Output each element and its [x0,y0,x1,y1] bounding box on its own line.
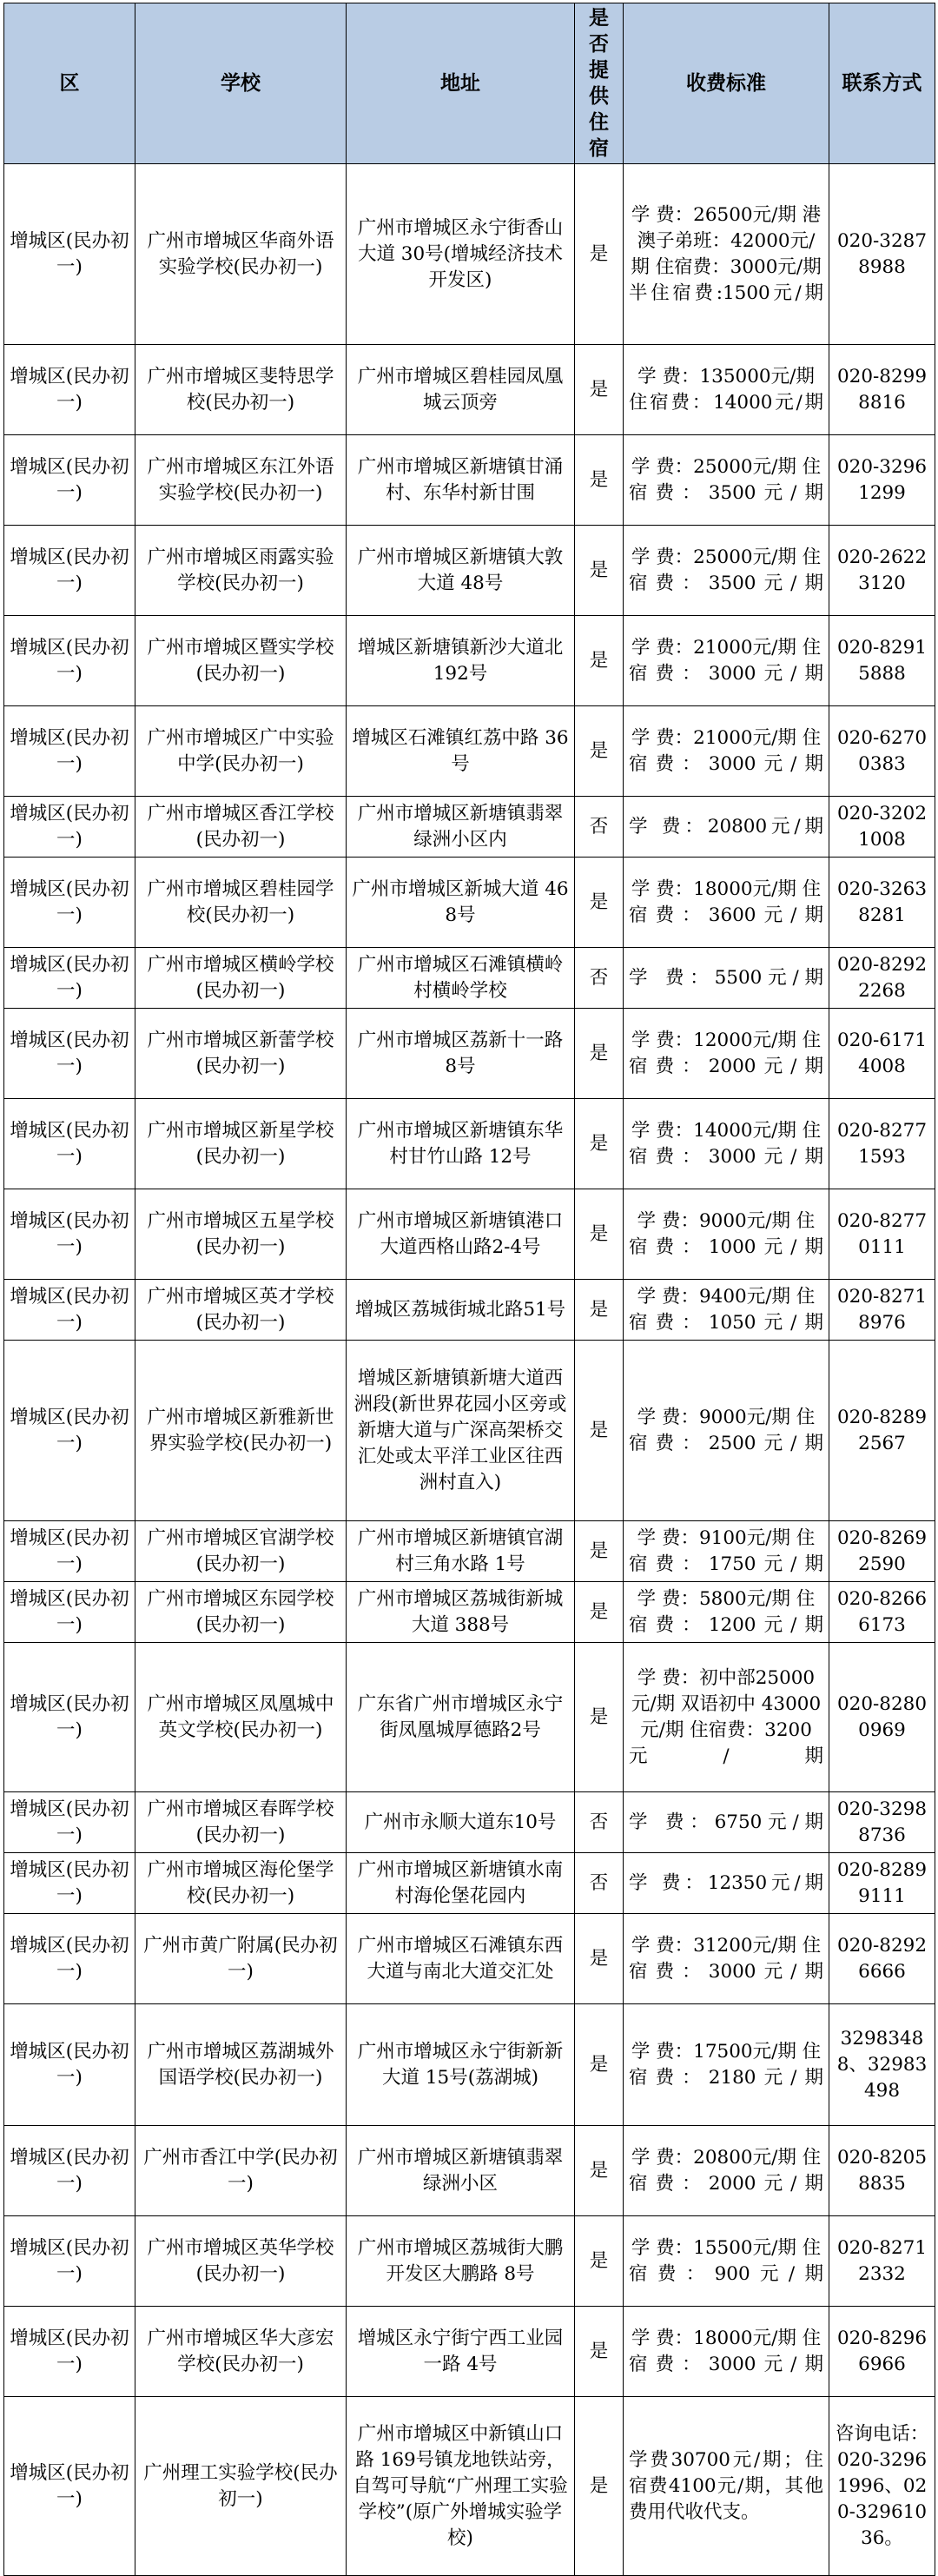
cell-district: 增城区(民办初一) [4,2397,135,2576]
cell-contact: 020-26223120 [829,526,935,616]
cell-boarding: 是 [575,2397,624,2576]
table-row [4,164,935,345]
cell-address: 增城区荔城街城北路51号 [347,1280,575,1341]
cell-boarding: 否 [575,1792,624,1853]
cell-fee: 学 费：135000元/期 住宿费：14000元/期 [624,345,829,435]
table-row [4,2126,935,2216]
cell-district: 增城区(民办初一) [4,1521,135,1582]
cell-contact: 020-32878988 [829,164,935,345]
cell-school: 广州市增城区新蕾学校(民办初一) [135,1009,347,1099]
table-row [4,2004,935,2126]
table-row [4,2397,935,2576]
cell-school: 广州市增城区香江学校(民办初一) [135,797,347,858]
cell-contact: 020-82058835 [829,2126,935,2216]
cell-address: 增城区永宁街宁西工业园一路 4号 [347,2307,575,2397]
cell-contact: 020-32021008 [829,797,935,858]
cell-fee: 学 费：初中部25000元/期 双语初中 43000元/期 住宿费：3200元/期 [624,1643,829,1792]
cell-fee: 学费30700元/期；住宿费4100元/期，其他费用代收代支。 [624,2397,829,2576]
table-row [4,1189,935,1280]
cell-district: 增城区(民办初一) [4,435,135,526]
cell-school: 广州市增城区五星学校(民办初一) [135,1189,347,1280]
table-row [4,435,935,526]
cell-district: 增城区(民办初一) [4,2216,135,2307]
cell-school: 广州市增城区海伦堡学校(民办初一) [135,1853,347,1914]
cell-school: 广州市增城区凤凰城中英文学校(民办初一) [135,1643,347,1792]
cell-contact: 020-82692590 [829,1521,935,1582]
cell-district: 增城区(民办初一) [4,1853,135,1914]
cell-district: 增城区(民办初一) [4,1914,135,2004]
cell-district: 增城区(民办初一) [4,2004,135,2126]
cell-school: 广州市增城区春晖学校(民办初一) [135,1792,347,1853]
cell-fee: 学 费：9100元/期 住宿费：1750元/期 [624,1521,829,1582]
cell-school: 广州市增城区新星学校(民办初一) [135,1099,347,1189]
cell-district: 增城区(民办初一) [4,1341,135,1521]
cell-school: 广州市增城区华大彦宏学校(民办初一) [135,2307,347,2397]
cell-fee: 学 费：18000元/期 住宿费：3600元/期 [624,858,829,948]
table-row [4,858,935,948]
cell-district: 增城区(民办初一) [4,1643,135,1792]
cell-school: 广州市增城区碧桂园学校(民办初一) [135,858,347,948]
cell-address: 广州市增城区新塘镇港口大道西格山路2-4号 [347,1189,575,1280]
table-row [4,1643,935,1792]
cell-boarding: 是 [575,858,624,948]
cell-fee: 学 费：12000元/期 住宿费：2000元/期 [624,1009,829,1099]
table-row [4,1582,935,1643]
cell-boarding: 是 [575,1341,624,1521]
cell-fee: 学 费：9000元/期 住宿费：2500元/期 [624,1341,829,1521]
table-row [4,345,935,435]
cell-address: 增城区新塘镇新沙大道北 192号 [347,616,575,706]
cell-boarding: 是 [575,706,624,797]
cell-fee: 学 费：18000元/期 住宿费：3000元/期 [624,2307,829,2397]
cell-school: 广州市增城区东园学校(民办初一) [135,1582,347,1643]
cell-boarding: 否 [575,797,624,858]
cell-contact: 020-82899111 [829,1853,935,1914]
cell-address: 增城区新塘镇新塘大道西洲段(新世界花园小区旁或新塘大道与广深高架桥交汇处或太平洋工业区往西洲村直入) [347,1341,575,1521]
cell-school: 广州市增城区官湖学校(民办初一) [135,1521,347,1582]
cell-district: 增城区(民办初一) [4,1099,135,1189]
table-row [4,1280,935,1341]
cell-district: 增城区(民办初一) [4,164,135,345]
table-body [4,164,935,2576]
cell-district: 增城区(民办初一) [4,1582,135,1643]
table-row [4,1099,935,1189]
cell-district: 增城区(民办初一) [4,797,135,858]
cell-boarding: 是 [575,1099,624,1189]
cell-contact: 020-61714008 [829,1009,935,1099]
cell-boarding: 是 [575,164,624,345]
cell-address: 广州市增城区碧桂园凤凰城云顶旁 [347,345,575,435]
table-row [4,1009,935,1099]
cell-address: 广州市增城区新塘镇甘涌村、东华村新甘围 [347,435,575,526]
cell-fee: 学 费：5800元/期 住宿费：1200元/期 [624,1582,829,1643]
cell-district: 增城区(民办初一) [4,948,135,1009]
table-row [4,1792,935,1853]
cell-school: 广州市增城区英华学校(民办初一) [135,2216,347,2307]
cell-contact: 020-82718976 [829,1280,935,1341]
cell-contact: 020-82922268 [829,948,935,1009]
cell-boarding: 是 [575,2126,624,2216]
header-address: 地址 [347,3,575,164]
cell-school: 广州市增城区东江外语实验学校(民办初一) [135,435,347,526]
cell-district: 增城区(民办初一) [4,1792,135,1853]
cell-school: 广州市增城区雨露实验学校(民办初一) [135,526,347,616]
cell-fee: 学 费：15500元/期 住宿费：900元/期 [624,2216,829,2307]
table-row [4,1914,935,2004]
cell-school: 广州市增城区荔湖城外国语学校(民办初一) [135,2004,347,2126]
cell-fee: 学 费：9400元/期 住宿费：1050元/期 [624,1280,829,1341]
cell-school: 广州理工实验学校(民办初一) [135,2397,347,2576]
cell-contact: 020-82771593 [829,1099,935,1189]
cell-contact: 020-82915888 [829,616,935,706]
cell-district: 增城区(民办初一) [4,2307,135,2397]
table-row [4,526,935,616]
cell-address: 广州市增城区新塘镇翡翠绿洲小区 [347,2126,575,2216]
header-fee: 收费标准 [624,3,829,164]
cell-fee: 学 费：25000元/期 住宿费：3500元/期 [624,526,829,616]
cell-fee: 学 费：21000元/期 住宿费：3000元/期 [624,616,829,706]
cell-district: 增城区(民办初一) [4,616,135,706]
cell-boarding: 是 [575,435,624,526]
cell-contact: 020-32988736 [829,1792,935,1853]
cell-boarding: 是 [575,2216,624,2307]
cell-fee: 学 费：6750元/期 [624,1792,829,1853]
cell-boarding: 是 [575,345,624,435]
cell-contact: 020-82998816 [829,345,935,435]
cell-address: 增城区石滩镇红荔中路 36号 [347,706,575,797]
cell-fee: 学 费：25000元/期 住宿费：3500元/期 [624,435,829,526]
cell-boarding: 是 [575,1582,624,1643]
cell-address: 广州市增城区新塘镇水南村海伦堡花园内 [347,1853,575,1914]
cell-contact: 020-82770111 [829,1189,935,1280]
cell-address: 广州市增城区荔城街大鹏开发区大鹏路 8号 [347,2216,575,2307]
cell-contact: 咨询电话：020-32961996、020-32961036。 [829,2397,935,2576]
cell-contact: 020-62700383 [829,706,935,797]
cell-address: 广州市增城区新塘镇东华村甘竹山路 12号 [347,1099,575,1189]
cell-school: 广州市增城区英才学校(民办初一) [135,1280,347,1341]
cell-boarding: 是 [575,2307,624,2397]
cell-fee: 学 费：26500元/期 港澳子弟班：42000元/期 住宿费：3000元/期 半住宿费:1500元/期 [624,164,829,345]
cell-school: 广州市增城区华商外语实验学校(民办初一) [135,164,347,345]
cell-fee: 学 费：21000元/期 住宿费：3000元/期 [624,706,829,797]
table-row [4,706,935,797]
header-contact: 联系方式 [829,3,935,164]
cell-school: 广州市增城区横岭学校(民办初一) [135,948,347,1009]
cell-boarding: 是 [575,1280,624,1341]
cell-contact: 32983488、32983498 [829,2004,935,2126]
cell-fee: 学 费：17500元/期 住宿费：2180元/期 [624,2004,829,2126]
cell-contact: 020-82966966 [829,2307,935,2397]
cell-boarding: 是 [575,2004,624,2126]
cell-boarding: 是 [575,1914,624,2004]
cell-district: 增城区(民办初一) [4,526,135,616]
table-row [4,2216,935,2307]
cell-boarding: 是 [575,1009,624,1099]
cell-address: 广州市增城区新塘镇官湖村三角水路 1号 [347,1521,575,1582]
table-row [4,1341,935,1521]
cell-school: 广州市香江中学(民办初一) [135,2126,347,2216]
cell-address: 广东省广州市增城区永宁街凤凰城厚德路2号 [347,1643,575,1792]
cell-school: 广州市增城区斐特思学校(民办初一) [135,345,347,435]
school-fee-table [3,3,935,2576]
cell-boarding: 是 [575,526,624,616]
cell-fee: 学 费：14000元/期 住宿费：3000元/期 [624,1099,829,1189]
cell-school: 广州市增城区新雅新世界实验学校(民办初一) [135,1341,347,1521]
cell-fee: 学 费：5500元/期 [624,948,829,1009]
cell-contact: 020-82712332 [829,2216,935,2307]
table-header-row [4,3,935,164]
cell-school: 广州市增城区暨实学校(民办初一) [135,616,347,706]
table-row [4,616,935,706]
cell-fee: 学 费：31200元/期 住宿费：3000元/期 [624,1914,829,2004]
header-boarding: 是否提供住宿 [575,3,624,164]
cell-district: 增城区(民办初一) [4,2126,135,2216]
cell-boarding: 是 [575,1189,624,1280]
cell-fee: 学 费：9000元/期 住宿费：1000元/期 [624,1189,829,1280]
cell-address: 广州市增城区新城大道 468号 [347,858,575,948]
cell-boarding: 是 [575,1521,624,1582]
header-district: 区 [4,3,135,164]
cell-contact: 020-82666173 [829,1582,935,1643]
cell-contact: 020-82892567 [829,1341,935,1521]
cell-address: 广州市增城区中新镇山口路 169号镇龙地铁站旁，自驾可导航“广州理工实验学校”(原广外增城实验学校) [347,2397,575,2576]
cell-address: 广州市增城区石滩镇横岭村横岭学校 [347,948,575,1009]
table-row [4,1521,935,1582]
cell-school: 广州市增城区广中实验中学(民办初一) [135,706,347,797]
table-row [4,2307,935,2397]
cell-address: 广州市增城区新塘镇大敦大道 48号 [347,526,575,616]
cell-district: 增城区(民办初一) [4,858,135,948]
table-row [4,948,935,1009]
cell-district: 增城区(民办初一) [4,1280,135,1341]
cell-contact: 020-82926666 [829,1914,935,2004]
table-row [4,1853,935,1914]
cell-district: 增城区(民办初一) [4,1189,135,1280]
cell-address: 广州市增城区永宁街新新大道 15号(荔湖城) [347,2004,575,2126]
cell-contact: 020-32961299 [829,435,935,526]
cell-fee: 学 费：20800元/期 [624,797,829,858]
cell-address: 广州市增城区荔城街新城大道 388号 [347,1582,575,1643]
table-row [4,797,935,858]
cell-boarding: 是 [575,616,624,706]
cell-fee: 学 费：20800元/期 住宿费：2000元/期 [624,2126,829,2216]
cell-address: 广州市永顺大道东10号 [347,1792,575,1853]
cell-address: 广州市增城区荔新十一路 8号 [347,1009,575,1099]
cell-address: 广州市增城区新塘镇翡翠绿洲小区内 [347,797,575,858]
cell-boarding: 否 [575,1853,624,1914]
cell-fee: 学 费：12350元/期 [624,1853,829,1914]
cell-contact: 020-82800969 [829,1643,935,1792]
cell-address: 广州市增城区永宁街香山大道 30号(增城经济技术开发区) [347,164,575,345]
cell-district: 增城区(民办初一) [4,345,135,435]
cell-district: 增城区(民办初一) [4,1009,135,1099]
cell-boarding: 是 [575,1643,624,1792]
header-school: 学校 [135,3,347,164]
cell-boarding: 否 [575,948,624,1009]
cell-school: 广州市黄广附属(民办初一) [135,1914,347,2004]
cell-contact: 020-32638281 [829,858,935,948]
cell-district: 增城区(民办初一) [4,706,135,797]
cell-address: 广州市增城区石滩镇东西大道与南北大道交汇处 [347,1914,575,2004]
